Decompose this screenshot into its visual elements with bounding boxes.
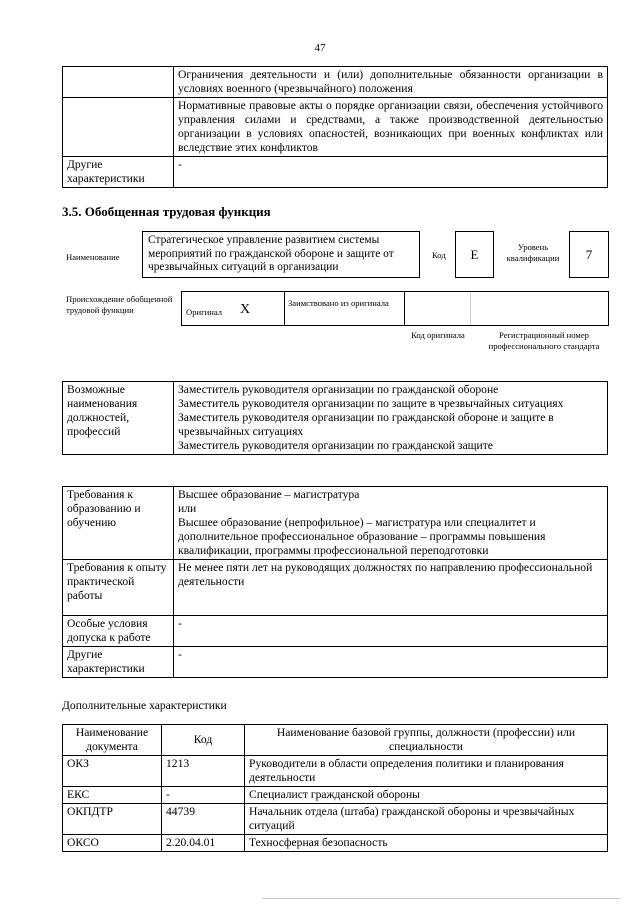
origin-label: Происхождение обобщенной трудовой функции <box>66 294 173 315</box>
other-label: Другие характеристики <box>63 647 174 678</box>
row-text: - <box>174 157 608 188</box>
additional-table <box>62 724 608 852</box>
positions-label: Возможные наименования должностей, профессий <box>63 382 174 455</box>
row-label: Другие характеристики <box>63 157 174 188</box>
list-item: или <box>178 502 197 515</box>
origin-divider <box>404 292 405 325</box>
table-cell: 44739 <box>162 804 245 835</box>
table-row <box>63 787 608 804</box>
origin-divider <box>284 292 285 325</box>
table-cell: - <box>162 787 245 804</box>
scan-edge-line <box>262 898 620 899</box>
table-cell: 2.20.04.01 <box>162 835 245 852</box>
row-text: Ограничения деятельности и (или) дополнительные обязанности организации в условиях военного (чрезвычайного) положения <box>174 67 608 98</box>
code-caption: Код оригинала <box>411 330 465 340</box>
list-item: Заместитель руководителя организации по гражданской обороне <box>178 383 499 396</box>
list-item: Заместитель руководителя организации по гражданской защите <box>178 439 493 452</box>
experience-text: Не менее пяти лет на руководящих должностях по направлению профессиональной деятельности <box>174 560 608 616</box>
list-item: Заместитель руководителя организации по защите в чрезвычайных ситуациях <box>178 397 564 410</box>
header-cell: Код <box>162 725 245 756</box>
row-text: Нормативные правовые акты о порядке организации связи, обеспечения устойчивого управления силами и средствами, а также производственной деятельностью организации в условиях опасностей, возникающих при военных конфликтах или вследствие этих конфликтов <box>174 98 608 157</box>
code-value: E <box>455 231 494 278</box>
table-cell: Начальник отдела (штаба) гражданской обороны и чрезвычайных ситуаций <box>245 804 608 835</box>
positions-list <box>174 382 608 455</box>
name-value: Стратегическое управление развитием системы мероприятий по гражданской обороне и защите от чрезвычайных ситуаций в организации <box>142 231 420 278</box>
top-table <box>62 66 608 188</box>
requirements-table <box>62 486 608 678</box>
table-row <box>63 98 608 157</box>
code-label: Код <box>432 250 446 260</box>
table-row <box>63 616 608 647</box>
table-cell: ОКСО <box>63 835 162 852</box>
level-label: Уровень квалификации <box>506 242 560 263</box>
table-row <box>63 67 608 98</box>
table-cell: Руководители в области определения политики и планирования деятельности <box>245 756 608 787</box>
header-cell: Наименование документа <box>63 725 162 756</box>
table-cell: Специалист гражданской обороны <box>245 787 608 804</box>
table-cell: ЕКС <box>63 787 162 804</box>
table-cell: ОКЗ <box>63 756 162 787</box>
special-text: - <box>174 616 608 647</box>
name-label: Наименование <box>66 252 120 262</box>
borrowed-label: Заимствовано из оригинала <box>288 298 389 308</box>
level-value: 7 <box>569 231 609 278</box>
table-header-row <box>63 725 608 756</box>
table-row <box>63 756 608 787</box>
original-mark: X <box>240 302 251 317</box>
row-label <box>63 67 174 98</box>
origin-divider <box>470 292 471 325</box>
table-row <box>63 560 608 616</box>
page-number: 47 <box>314 42 326 54</box>
special-label: Особые условия допуска к работе <box>63 616 174 647</box>
table-cell: ОКПДТР <box>63 804 162 835</box>
other-text: - <box>174 647 608 678</box>
table-row <box>63 804 608 835</box>
original-label: Оригинал <box>186 307 223 317</box>
list-item: Высшее образование – магистратура <box>178 488 360 501</box>
additional-title: Дополнительные характеристики <box>62 699 227 712</box>
experience-label: Требования к опыту практической работы <box>63 560 174 616</box>
section-title: 3.5. Обобщенная трудовая функция <box>62 204 271 219</box>
table-row <box>63 835 608 852</box>
table-cell: 1213 <box>162 756 245 787</box>
table-row <box>63 157 608 188</box>
table-cell: Техносферная безопасность <box>245 835 608 852</box>
reg-caption: Регистрационный номер профессионального стандарта <box>488 330 600 351</box>
header-cell: Наименование базовой группы, должности (профессии) или специальности <box>245 725 608 756</box>
education-label: Требования к образованию и обучению <box>63 487 174 560</box>
table-row <box>63 382 608 455</box>
table-row <box>63 647 608 678</box>
positions-table <box>62 381 608 455</box>
list-item: Заместитель руководителя организации по гражданской обороне и защите в чрезвычайных ситуациях <box>178 411 554 438</box>
education-text <box>174 487 608 560</box>
row-label <box>63 98 174 157</box>
list-item: Высшее образование (непрофильное) – магистратура или специалитет и дополнительное профессиональное образование – программы повышения квалификации, программы профессиональной переподготовки <box>178 516 546 557</box>
table-row <box>63 487 608 560</box>
